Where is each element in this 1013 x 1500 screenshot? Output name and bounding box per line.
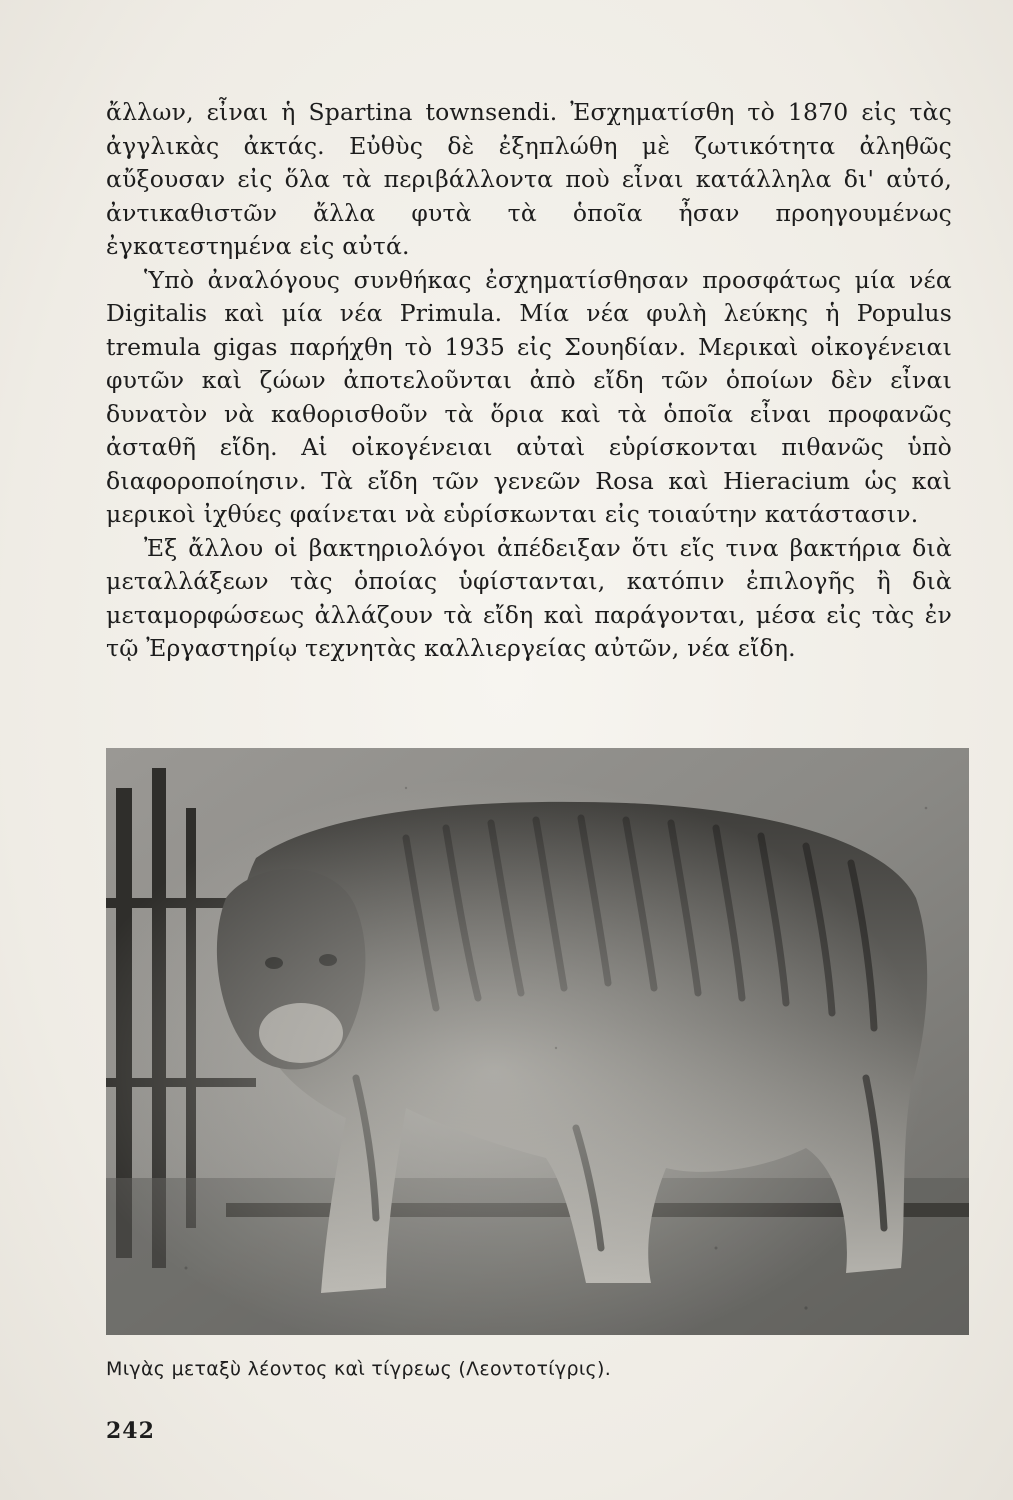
paragraph-1: ἄλλων, εἶναι ἡ Spartina townsendi. Ἐσχηματίσθη τὸ 1870 εἰς τὰς ἀγγλικὰς ἀκτάς. Εὐθὺς δὲ ἐξηπλώθη μὲ ζωτικότητα ἀληθῶς αὔξουσαν εἰς ὅλα τὰ περιβάλλοντα ποὺ εἶναι κατάλληλα δι' αὐτό, ἀντικαθιστῶν ἄλλα φυτὰ τὰ ὁποῖα ἦσαν προηγουμένως ἐγκατεστημένα εἰς αὐτά. xyxy=(106,98,952,260)
paragraph-3: Ἐξ ἄλλου οἱ βακτηριολόγοι ἀπέδειξαν ὅτι εἴς τινα βακτήρια διὰ μεταλλάξεων τὰς ὁποίας ὑφίστανται, κατόπιν ἐπιλογῆς ἢ διὰ μεταμορφώσεως ἀλλάζουν τὰ εἴδη καὶ παράγονται, μέσα εἰς τὰς ἐν τῷ Ἐργαστηρίῳ τεχνητὰς καλλιεργείας αὐτῶν, νέα εἴδη. xyxy=(106,533,952,662)
paragraph-2: Ὑπὸ ἀναλόγους συνθήκας ἐσχηματίσθησαν προσφάτως μία νέα Digitalis καὶ μία νέα Primula. Μία νέα φυλὴ λεύκης ἡ Populus tremula gigas παρήχθη τὸ 1935 εἰς Σουηδίαν. Μερικαὶ οἰκογένειαι φυτῶν καὶ ζώων ἀποτελοῦνται ἀπὸ εἴδη τῶν ὁποίων δὲν εἶναι δυνατὸν νὰ καθορισθοῦν τὰ ὅρια καὶ τὰ ὁποῖα εἶναι προφανῶς ἀσταθῆ εἴδη. Αἱ οἰκογένειαι αὐταὶ εὑρίσκονται πιθανῶς ὑπὸ διαφοροποίησιν. Τὰ εἴδη τῶν γενεῶν Rosa καὶ Hieracium ὡς καὶ μερικοὶ ἰχθύες φαίνεται νὰ εὑρίσκωνται εἰς τοιαύτην κατάστασιν. xyxy=(106,265,952,528)
liger-photograph xyxy=(106,748,969,1335)
liger-photo-drawing xyxy=(106,748,969,1335)
body-text xyxy=(106,96,952,666)
figure-caption: Μιγὰς μεταξὺ λέοντος καὶ τίγρεως (Λεοντοτίγρις). xyxy=(106,1358,612,1380)
page-number: 242 xyxy=(106,1418,155,1444)
